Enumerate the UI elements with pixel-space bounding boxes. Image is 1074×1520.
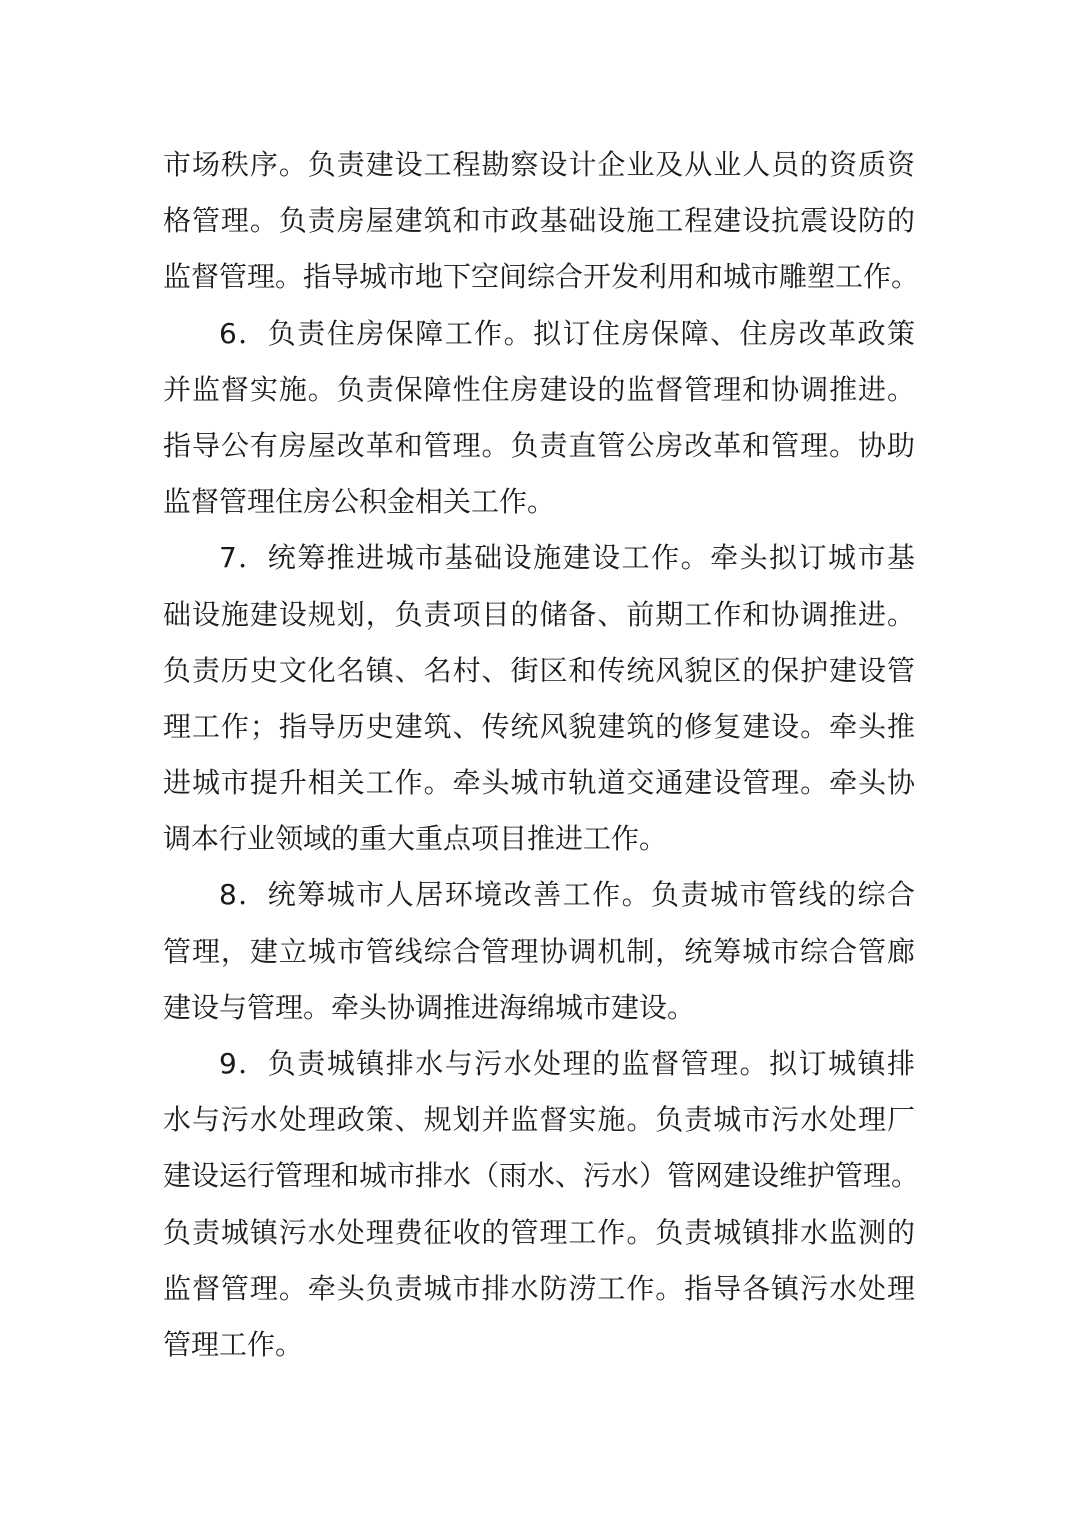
paragraph-item-7: 7．统筹推进城市基础设施建设工作。牵头拟订城市基 xyxy=(219,541,915,575)
text-line: 进城市提升相关工作。牵头城市轨道交通建设管理。牵头协 xyxy=(163,766,915,800)
text-line: 调本行业领域的重大重点项目推进工作。 xyxy=(163,822,668,856)
paragraph-item-8: 8．统筹城市人居环境改善工作。负责城市管线的综合 xyxy=(219,878,915,912)
text-line: 管理，建立城市管线综合管理协调机制，统筹城市综合管廊 xyxy=(163,934,915,968)
paragraph-item-6: 6．负责住房保障工作。拟订住房保障、住房改革政策 xyxy=(219,316,915,350)
paragraph-item-9: 9．负责城镇排水与污水处理的监督管理。拟订城镇排 xyxy=(219,1047,915,1080)
text-line: 建设与管理。牵头协调推进海绵城市建设。 xyxy=(163,990,696,1024)
text-line: 市场秩序。负责建设工程勘察设计企业及从业人员的资质资 xyxy=(163,148,915,181)
text-line: 监督管理。指导城市地下空间综合开发利用和城市雕塑工作。 xyxy=(163,260,920,294)
text-line: 建设运行管理和城市排水（雨水、污水）管网建设维护管理。 xyxy=(163,1159,920,1193)
text-line: 负责城镇污水处理费征收的管理工作。负责城镇排水监测的 xyxy=(163,1215,915,1249)
text-line: 水与污水处理政策、规划并监督实施。负责城市污水处理厂 xyxy=(163,1103,915,1137)
text-line: 指导公有房屋改革和管理。负责直管公房改革和管理。协助 xyxy=(163,428,915,462)
document-body xyxy=(163,137,920,1373)
text-line: 理工作；指导历史建筑、传统风貌建筑的修复建设。牵头推 xyxy=(163,709,915,743)
text-line: 并监督实施。负责保障性住房建设的监督管理和协调推进。 xyxy=(163,372,915,406)
text-line: 监督管理。牵头负责城市排水防涝工作。指导各镇污水处理 xyxy=(163,1271,915,1305)
text-line: 监督管理住房公积金相关工作。 xyxy=(163,485,556,519)
text-line: 格管理。负责房屋建筑和市政基础设施工程建设抗震设防的 xyxy=(163,204,915,238)
text-line: 础设施建设规划，负责项目的储备、前期工作和协调推进。 xyxy=(163,597,915,631)
text-line: 管理工作。 xyxy=(163,1327,304,1361)
text-line: 负责历史文化名镇、名村、街区和传统风貌区的保护建设管 xyxy=(163,653,915,687)
